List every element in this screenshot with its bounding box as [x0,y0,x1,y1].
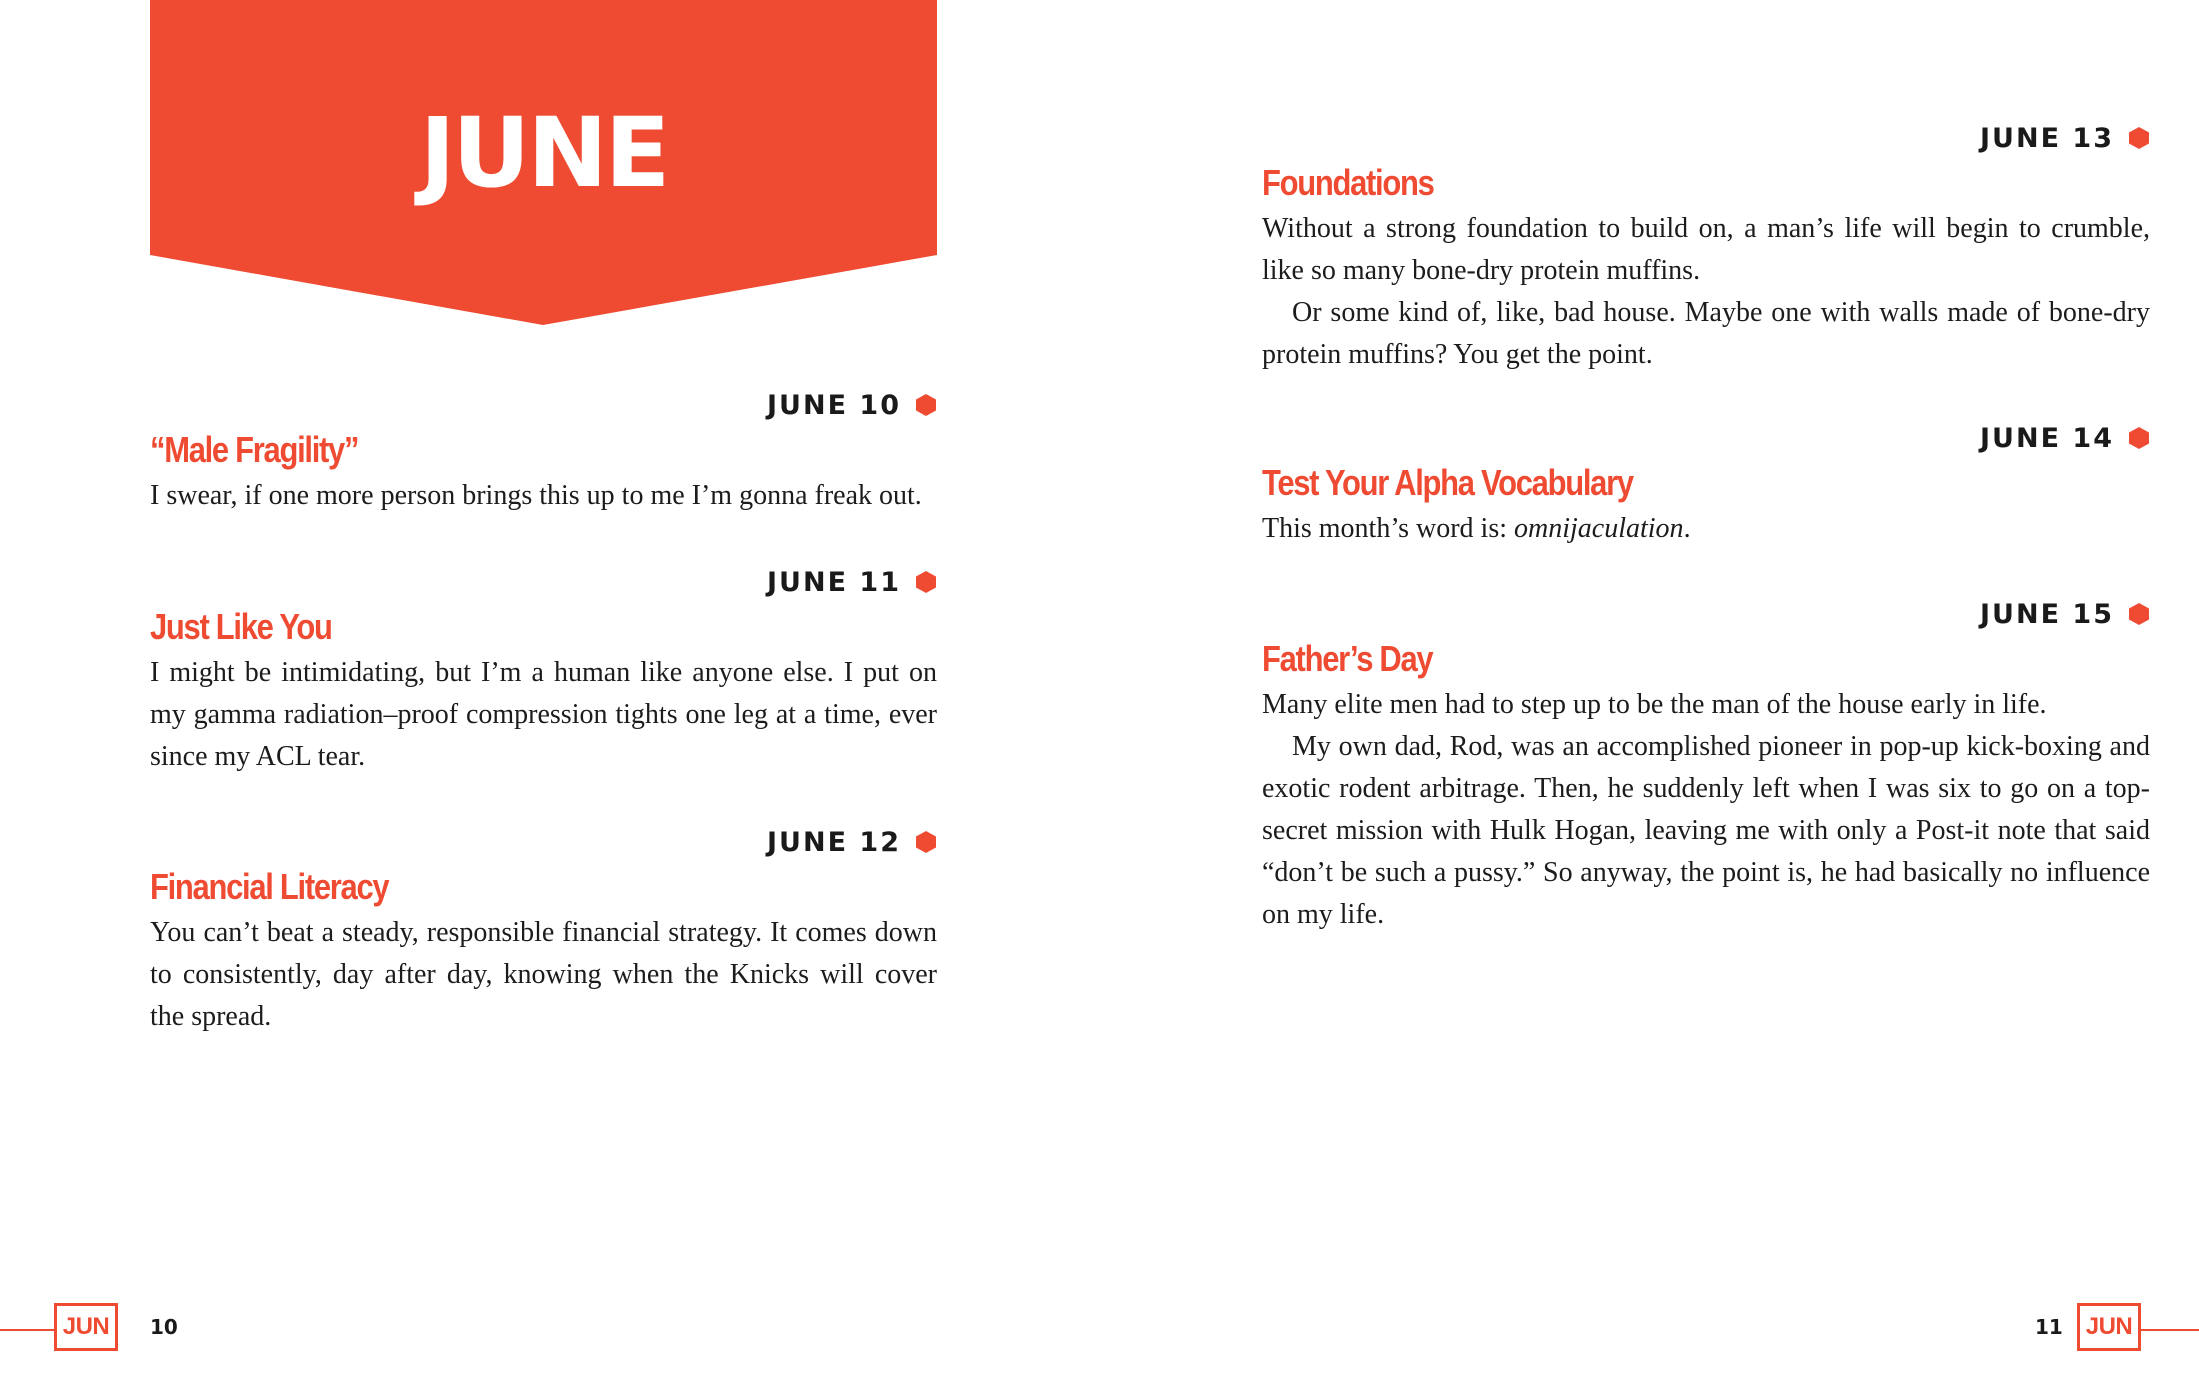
entry-date: JUNE 12 [767,826,901,858]
entry-june-11 [150,562,937,778]
entry-date: JUNE 14 [1980,422,2114,454]
footer-rule [2139,1329,2199,1331]
right-page [1100,0,2199,1399]
body-prefix: This month’s word is: [1262,513,1515,544]
left-page [0,0,1099,1399]
month-tab [2077,1303,2141,1351]
hexagon-icon [915,571,937,593]
entry-june-10 [150,385,937,517]
entry-body: I swear, if one more person brings this up to me I’m gonna freak out. [150,480,922,511]
entry-body: Or some kind of, like, bad house. Maybe one with walls made of bone-dry protein muffins? You get the point. [1262,297,2150,370]
month-tab-label: JUN [2085,1313,2133,1340]
hexagon-icon [2128,127,2150,149]
entry-body: I might be intimidating, but I’m a human like anyone else. I put on my gamma radiation–proof compression tights one leg at a time, ever since my ACL tear. [150,657,937,772]
entry-title: “Male Fragility” [150,429,359,470]
month-title: JUNE [419,97,668,209]
entry-date-row [1262,118,2150,158]
entry-date-row [150,562,937,602]
entry-body: My own dad, Rod, was an accomplished pioneer in pop-up kick-boxing and exotic rodent arbitrage. Then, he suddenly left when I was six to go on a top-secret mission with Hulk Hogan, leaving me with only a Post-it note that said “don’t be such a pussy.” So anyway, the point is, he had basically no influence on my life. [1262,731,2150,930]
month-tab-label: JUN [62,1313,110,1340]
vocabulary-word: omnijaculation [1514,513,1684,544]
footer-rule [0,1329,56,1331]
entry-body: Many elite men had to step up to be the man of the house early in life. [1262,689,2047,720]
hexagon-icon [2128,603,2150,625]
hexagon-icon [915,831,937,853]
entry-june-12 [150,822,937,1038]
month-tab [54,1303,118,1351]
entry-date: JUNE 10 [767,389,901,421]
entry-body: Without a strong foundation to build on, a man’s life will begin to crumble, like so many bone-dry protein muffins. [1262,213,2150,286]
entry-date: JUNE 13 [1980,122,2114,154]
page-number: 11 [2035,1315,2063,1339]
entry-body [1262,508,2150,550]
page-number: 10 [150,1315,178,1339]
entry-june-14 [1262,418,2150,550]
hexagon-icon [2128,427,2150,449]
entry-body: You can’t beat a steady, responsible financial strategy. It comes down to consistently, day after day, knowing when the Knicks will cover the spread. [150,917,937,1032]
entry-title: Just Like You [150,606,332,647]
entry-june-15 [1262,594,2150,936]
entry-date: JUNE 11 [767,566,901,598]
entry-date-row [1262,594,2150,634]
entry-june-13 [1262,118,2150,376]
entry-date-row [1262,418,2150,458]
month-banner [150,0,937,325]
body-suffix: . [1683,513,1691,544]
entry-date-row [150,385,937,425]
entry-title: Financial Literacy [150,866,389,907]
entry-date-row [150,822,937,862]
hexagon-icon [915,394,937,416]
entry-date: JUNE 15 [1980,598,2114,630]
entry-title: Father’s Day [1262,638,1433,679]
entry-title: Test Your Alpha Vocabulary [1262,462,1633,503]
entry-title: Foundations [1262,162,1434,203]
